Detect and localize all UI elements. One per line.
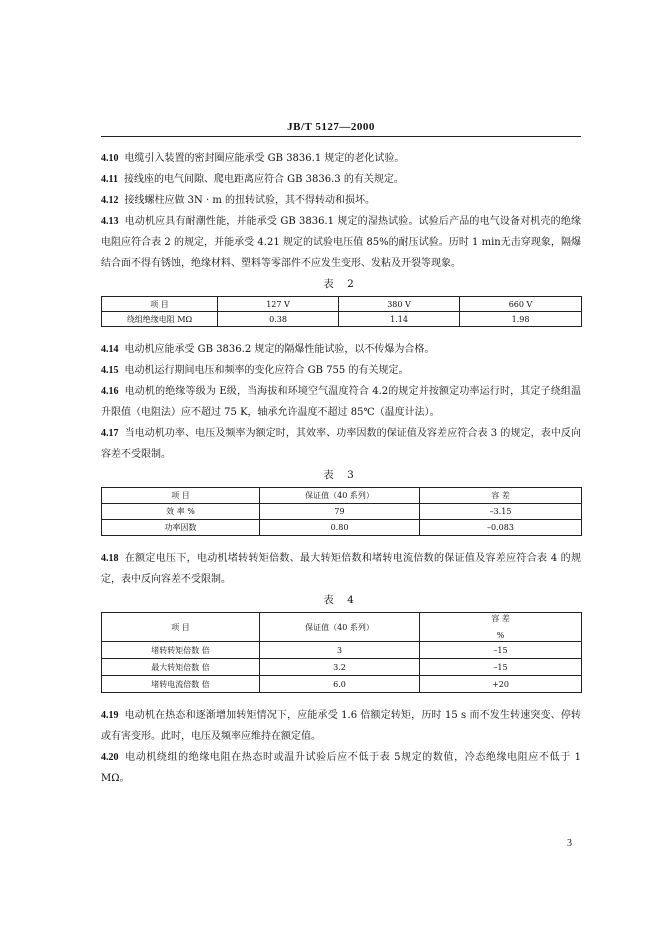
clause-4-19: 4.19 电动机在热态和逐渐增加转矩情况下，应能承受 1.6 倍额定转矩，历时 15 s 而不发生转速突变、停转或有害变形。此时，电压及频率应维持在额定值。 [101,710,581,742]
table-cell: –3.15 [420,504,582,520]
table-header-cell: 380 V [339,297,460,312]
table-row [102,312,582,327]
table-cell: 0.80 [260,520,420,536]
table-cell: –15 [420,659,582,676]
clause-group-d [101,705,581,789]
page-number: 3 [567,838,572,849]
document-header: JB/T 5127—2000 [287,121,375,133]
table-cell: 6.0 [260,676,420,693]
clause-4-20: 4.20 电动机绕组的绝缘电阻在热态时或温升试验后应不低于表 5规定的数值，冷态绝缘电阻应不低于 1 MΩ。 [101,752,581,784]
table-cell: –0.083 [420,520,582,536]
table-cell: 3 [260,642,420,659]
table-row [102,676,582,693]
clause-group-b [101,339,581,465]
clause-4-13: 4.13 电动机应具有耐潮性能，并能承受 GB 3836.1 规定的湿热试验。试验后产品的电气设备对机壳的绝缘电阻应符合表 2 的规定，并能承受 4.21 规定的试验电压值 85%的耐压试验。历时 1 min无击穿现象，隔爆结合面不得有锈蚀，绝缘材料、塑料等零部件不应发生变形、发粘及开裂等现象。 [101,216,581,269]
table-row [102,504,582,520]
table-header-cell [420,613,582,642]
table-header-cell: 660 V [460,297,582,312]
table-header-cell: 项 目 [102,613,260,642]
table-row [102,520,582,536]
table-cell: 79 [260,504,420,520]
clause-4-14: 4.14 电动机应能承受 GB 3836.2 规定的隔爆性能试验，以不传爆为合格。 [101,344,435,355]
table-3 [101,487,582,536]
clause-4-10: 4.10 电缆引入装置的密封圈应能承受 GB 3836.1 规定的老化试验。 [101,153,405,164]
table-cell: 0.38 [218,312,339,327]
table-cell: –15 [420,642,582,659]
table-header-row [102,488,582,504]
clause-4-16: 4.16 电动机的绝缘等级为 E级，当海拔和环境空气温度符合 4.2的规定并按额定功率运行时，其定子绕组温升限值（电阻法）应不超过 75 K，轴承允许温度不超过 85℃（温度计法）。 [101,386,581,418]
table-header-row [102,613,582,642]
page-body [101,148,581,789]
clause-group-c [101,548,581,590]
clause-4-18: 4.18 在额定电压下，电动机堵转转矩倍数、最大转矩倍数和堵转电流倍数的保证值及容差应符合表 4 的规定，表中反向容差不受限制。 [101,553,581,585]
table-4 [101,612,582,693]
tolerance-label: 容 差 [491,614,510,623]
table-cell: 3.2 [260,659,420,676]
clause-4-17: 4.17 当电动机功率、电压及频率为额定时，其效率、功率因数的保证值及容差应符合表 3 的规定，表中反向容差不受限制。 [101,428,581,460]
table-cell: 功率因数 [102,520,260,536]
table-header-cell: 项 目 [102,488,260,504]
table-2-caption: 表 2 [323,278,359,290]
table-cell: 堵转转矩倍数 倍 [102,642,260,659]
table-cell: +20 [420,676,582,693]
table-cell: 堵转电流倍数 倍 [102,676,260,693]
table-cell: 1.14 [339,312,460,327]
tolerance-unit: % [496,631,505,640]
table-3-caption: 表 3 [323,469,359,481]
clause-4-15: 4.15 电动机运行期间电压和频率的变化应符合 GB 755 的有关规定。 [101,365,409,376]
table-4-caption: 表 4 [323,594,359,606]
table-header-row [102,297,582,312]
table-header-cell: 容 差 [420,488,582,504]
table-cell: 效 率 % [102,504,260,520]
table-cell: 1.98 [460,312,582,327]
table-header-cell: 项 目 [102,297,218,312]
table-header-cell: 127 V [218,297,339,312]
table-row [102,642,582,659]
clause-4-11: 4.11 接线座的电气间隙、爬电距离应符合 GB 3836.3 的有关规定。 [101,174,404,185]
table-header-cell: 保证值（40 系列） [260,613,420,642]
clause-4-12: 4.12 接线螺柱应做 3N · m 的扭转试验，其不得转动和损坏。 [101,195,375,206]
table-2 [101,296,582,327]
table-cell: 绕组绝缘电阻 MΩ [102,312,218,327]
clause-group-a [101,148,581,274]
table-header-cell: 保证值（40 系列） [260,488,420,504]
header-rule [101,136,581,137]
table-row [102,659,582,676]
table-cell: 最大转矩倍数 倍 [102,659,260,676]
